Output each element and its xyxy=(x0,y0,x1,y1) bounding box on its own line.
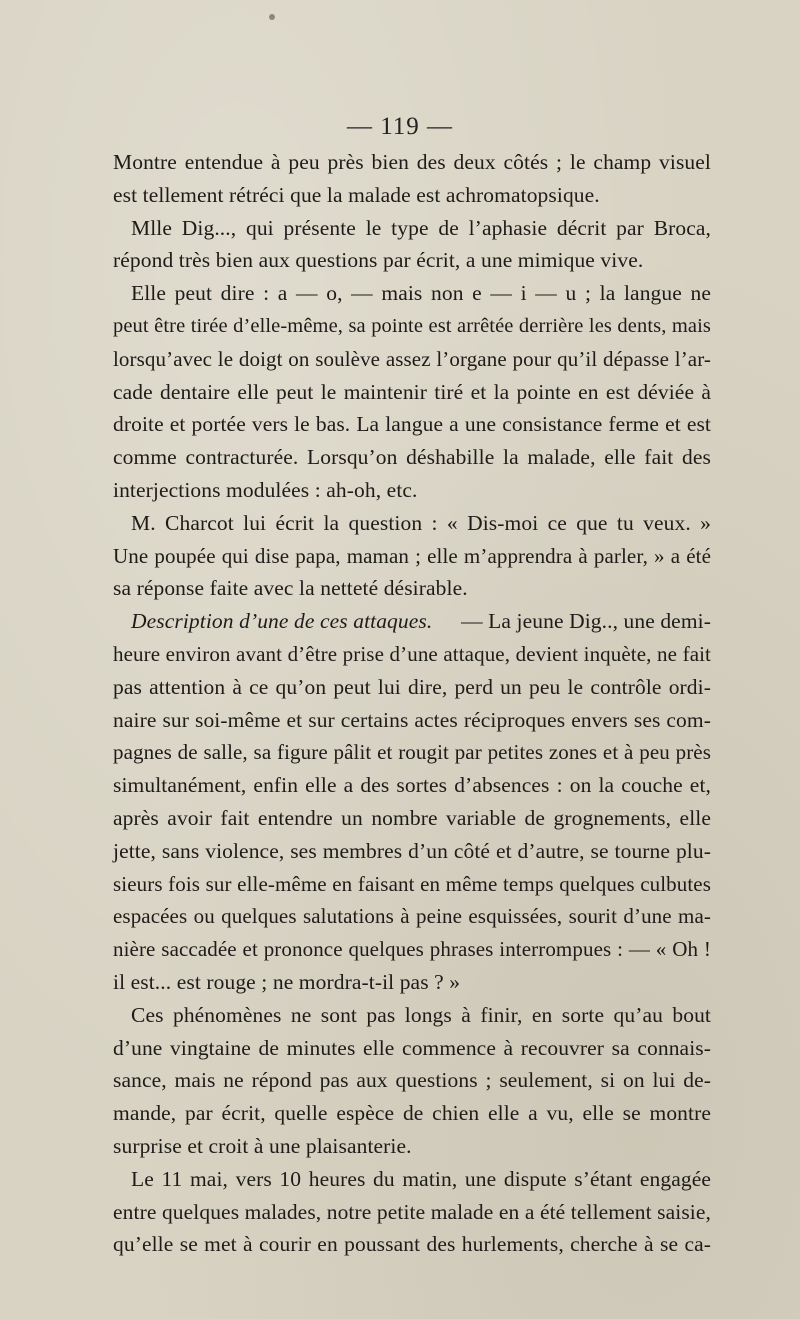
text-line: nière saccadée et prononce quelques phrases interrompues : — « Oh ! xyxy=(113,937,711,962)
section-heading: Description d’une de ces attaques. xyxy=(131,609,433,634)
section-heading-line xyxy=(113,605,711,638)
text-line: naire sur soi-même et sur certains actes réciproques envers ses com- xyxy=(113,707,711,732)
text-line: qu’elle se met à courir en poussant des hurlements, cherche à se ca- xyxy=(113,1232,711,1257)
paper-speck xyxy=(269,14,275,20)
text-line: Mlle Dig..., qui présente le type de l’aphasie décrit par Broca, xyxy=(131,215,711,240)
text-line: pas attention à ce qu’on peut lui dire, perd un peu le contrôle ordi- xyxy=(113,674,711,699)
text-line: sance, mais ne répond pas aux questions ; seulement, si on lui de- xyxy=(113,1068,711,1093)
body-text xyxy=(113,146,711,1261)
text-line: Montre entendue à peu près bien des deux côtés ; le champ visuel xyxy=(113,150,711,174)
text-line: mande, par écrit, quelle espèce de chien elle a vu, elle se montre xyxy=(113,1101,711,1126)
text-line: il est... est rouge ; ne mordra-t-il pas ? » xyxy=(113,969,461,994)
text-line: heure environ avant d’être prise d’une attaque, devient inquète, ne fait xyxy=(113,641,711,666)
text-line: Ces phénomènes ne sont pas longs à finir, en sorte qu’au bout xyxy=(131,1002,711,1027)
text-line: sa réponse faite avec la netteté désirable. xyxy=(113,576,468,601)
text-line: simultanément, enfin elle a des sortes d’absences : on la couche et, xyxy=(113,773,711,798)
text-line: pagnes de salle, sa figure pâlit et rougit par petites zones et à peu près xyxy=(113,740,711,765)
text-line: d’une vingtaine de minutes elle commence à recouvrer sa connais- xyxy=(113,1035,711,1060)
text-line: Elle peut dire : a — o, — mais non e — i — u ; la langue ne xyxy=(131,281,711,306)
text-line: surprise et croit à une plaisanterie. xyxy=(113,1133,412,1158)
text-line: comme contracturée. Lorsqu’on déshabille la malade, elle fait des xyxy=(113,445,711,470)
text-line: espacées ou quelques salutations à peine esquissées, sourit d’une ma- xyxy=(113,904,711,929)
text-line: jette, sans violence, ses membres d’un côté et d’autre, se tourne plu- xyxy=(113,838,711,863)
text-line: sieurs fois sur elle-même en faisant en même temps quelques culbutes xyxy=(113,871,711,896)
text-line: est tellement rétréci que la malade est achromatopsique. xyxy=(113,182,600,207)
page-number: — 119 — xyxy=(346,113,454,140)
text-line: après avoir fait entendre un nombre variable de grognements, elle xyxy=(113,805,711,830)
text-line: lorsqu’avec le doigt on soulève assez l’organe pour qu’il dépasse l’ar- xyxy=(113,346,711,371)
text-line: peut être tirée d’elle-même, sa pointe est arrêtée derrière les dents, mais xyxy=(113,314,711,337)
text-line: droite et portée vers le bas. La langue a une consistance ferme et est xyxy=(113,412,711,437)
text-line-continuation: — La jeune Dig.., une demi- xyxy=(461,609,711,634)
text-line: interjections modulées : ah-oh, etc. xyxy=(113,477,418,502)
text-line: Le 11 mai, vers 10 heures du matin, une dispute s’étant engagée xyxy=(131,1166,711,1191)
text-line: cade dentaire elle peut le maintenir tiré et la pointe en est déviée à xyxy=(113,379,711,404)
text-line: entre quelques malades, notre petite malade en a été tellement saisie, xyxy=(113,1199,711,1224)
text-line: répond très bien aux questions par écrit, a une mimique vive. xyxy=(113,248,644,273)
text-line: Une poupée qui dise papa, maman ; elle m’apprendra à parler, » a été xyxy=(113,543,711,568)
text-line: M. Charcot lui écrit la question : « Dis-moi ce que tu veux. » xyxy=(131,510,711,535)
